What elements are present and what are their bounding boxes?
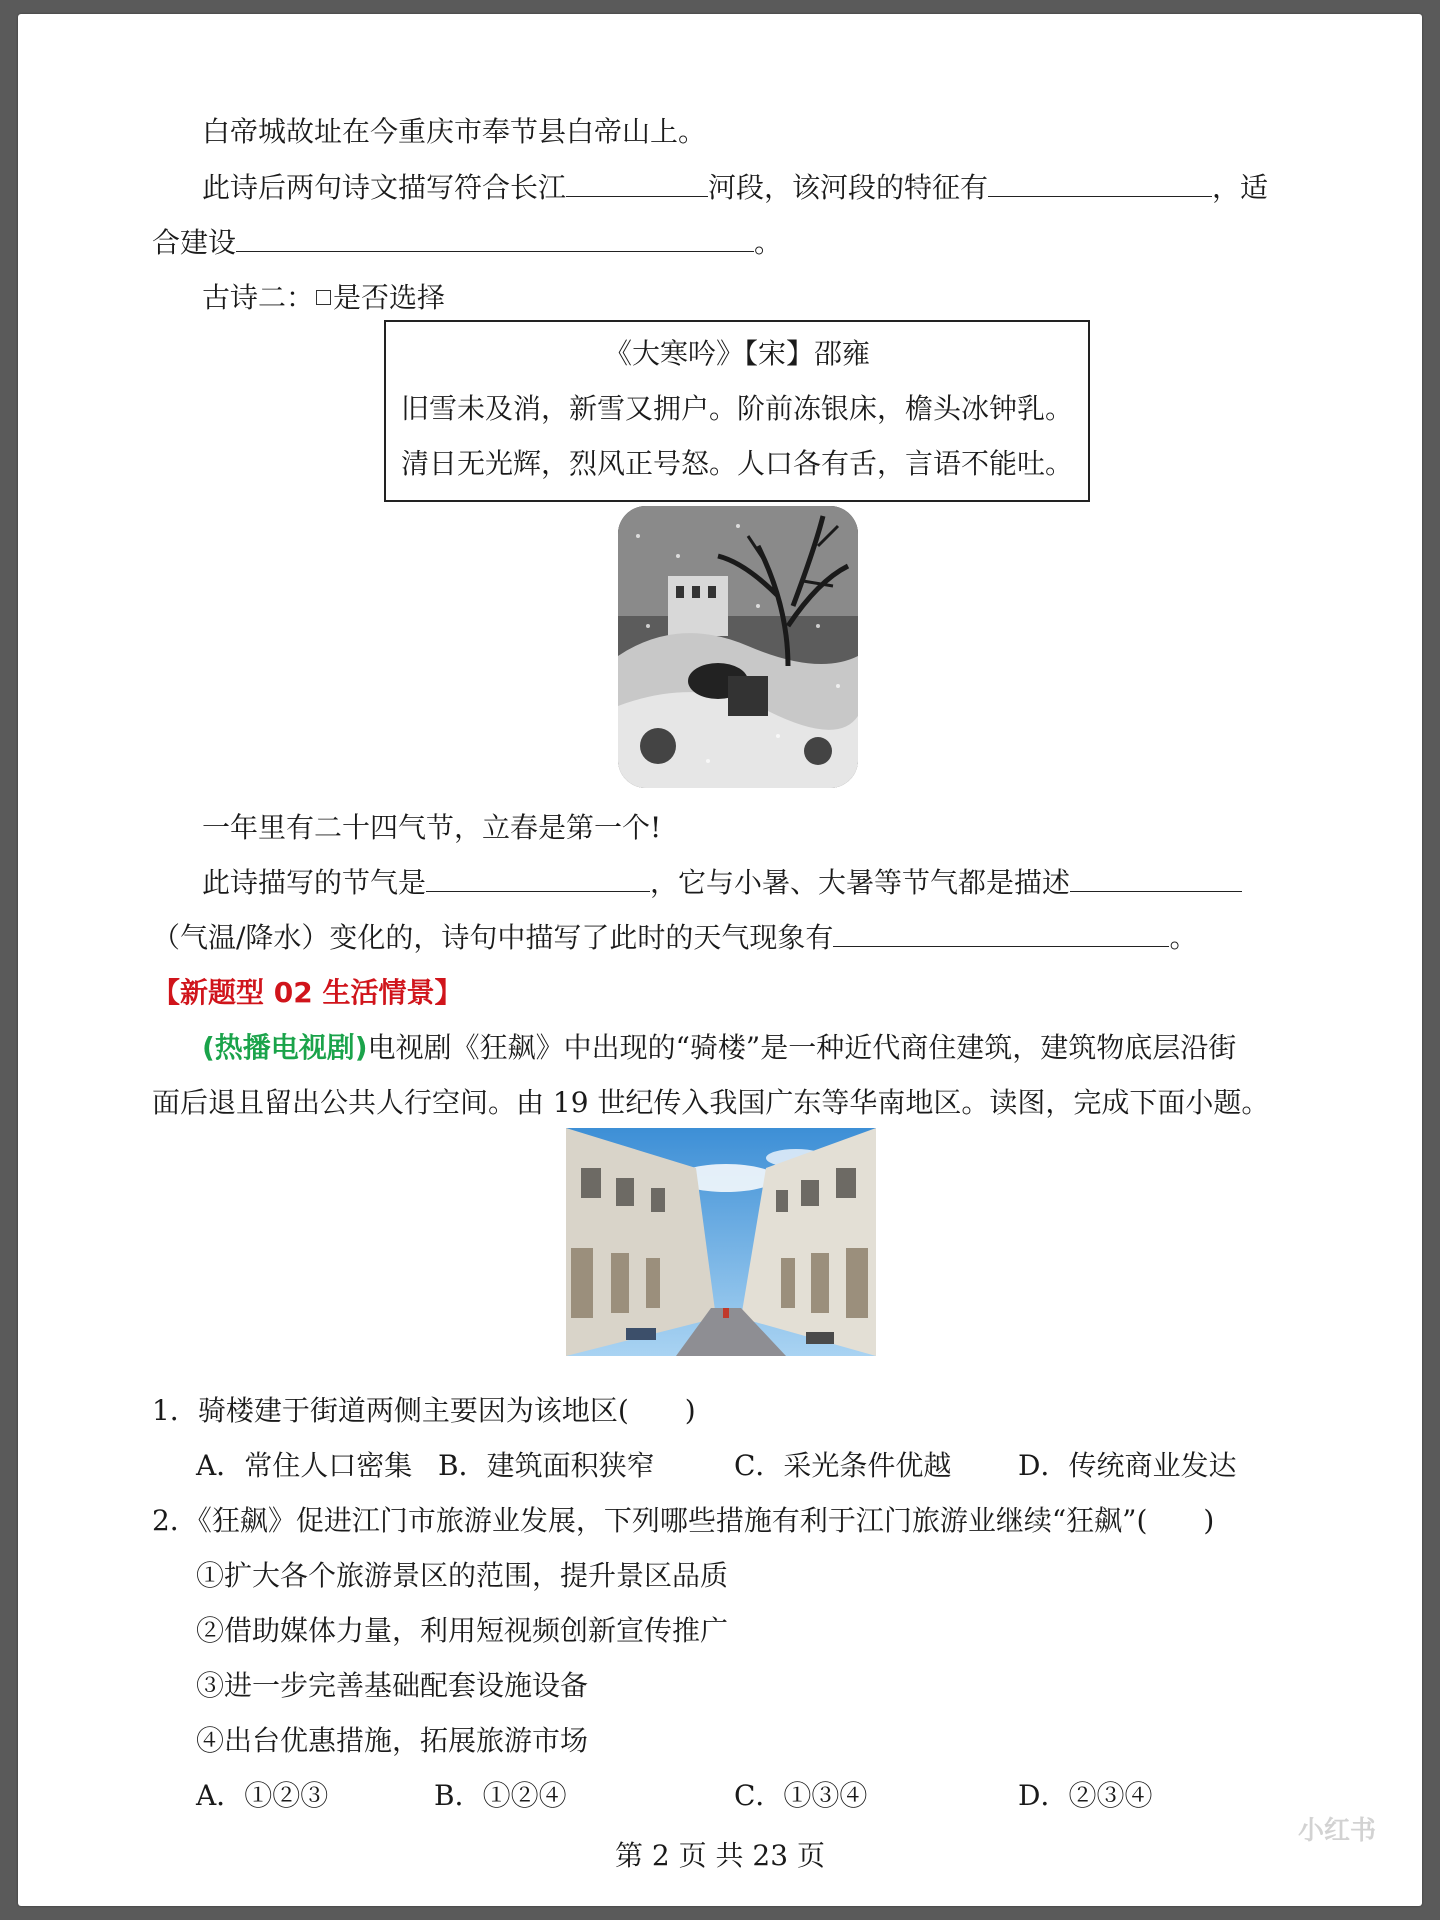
option[interactable]: D．传统商业发达 xyxy=(1018,1449,1237,1482)
statement-item: ②借助媒体力量，利用短视频创新宣传推广 xyxy=(196,1614,729,1647)
option[interactable]: A．①②③ xyxy=(196,1779,329,1812)
statement-item: ①扩大各个旅游景区的范围，提升景区品质 xyxy=(196,1559,729,1592)
arcade-street-photo xyxy=(566,1128,876,1356)
question-line: 此诗描写的节气是 ，它与小暑、大暑等节气都是描述 xyxy=(152,863,1242,903)
answer-blank[interactable] xyxy=(236,225,754,252)
answer-blank[interactable] xyxy=(566,170,708,197)
answer-blank[interactable] xyxy=(1070,865,1242,892)
option[interactable]: D．②③④ xyxy=(1018,1779,1153,1812)
option[interactable]: B．①②④ xyxy=(434,1779,567,1812)
text-line: 白帝城故址在今重庆市奉节县白帝山上。 xyxy=(202,115,707,148)
question-stem: 2．《狂飙》促进江门市旅游业发展，下列哪些措施有利于江门旅游业继续“狂飙”( ) xyxy=(152,1504,1215,1537)
text-line: 古诗二： 是否选择 xyxy=(202,281,446,314)
poem-line: 清日无光辉，烈风正号怒。人口各有舌，言语不能吐。 xyxy=(400,447,1073,480)
option[interactable]: A．常住人口密集 xyxy=(196,1449,413,1482)
option[interactable]: C．①③④ xyxy=(734,1779,868,1812)
statement-item: ③进一步完善基础配套设施设备 xyxy=(196,1669,589,1702)
question-line: 合建设 。 xyxy=(152,226,783,259)
watermark-logo: 小红书 xyxy=(1298,1816,1377,1846)
checkbox[interactable] xyxy=(316,290,331,305)
answer-blank[interactable] xyxy=(988,170,1212,197)
poem-title: 《大寒吟》【宋】邵雍 xyxy=(603,337,870,370)
statement-item: ④出台优惠措施，拓展旅游市场 xyxy=(196,1724,589,1757)
text-line: 面后退且留出公共人行空间。由 19 世纪传入我国广东等华南地区。读图，完成下面小题。 xyxy=(152,1086,1270,1119)
winter-scene-image xyxy=(618,506,858,788)
question-stem: 1．骑楼建于街道两侧主要因为该地区( ) xyxy=(152,1394,696,1427)
option[interactable]: B．建筑面积狭窄 xyxy=(438,1449,655,1482)
poem-box xyxy=(384,320,1090,502)
question-line: 此诗后两句诗文描写符合长江 河段，该河段的特征有 ，适 xyxy=(202,171,1269,204)
poem-line: 旧雪未及消，新雪又拥户。阶前冻银床，檐头冰钟乳。 xyxy=(400,392,1073,425)
answer-blank[interactable] xyxy=(833,920,1169,947)
question-line: （气温/降水）变化的，诗句中描写了此时的天气现象有 。 xyxy=(152,921,1198,954)
page-number: 第 2 页 共 23 页 xyxy=(615,1839,825,1872)
text-line: (热播电视剧)电视剧《狂飙》中出现的“骑楼”是一种近代商住建筑，建筑物底层沿街 xyxy=(202,1031,1237,1064)
text-line: 一年里有二十四气节，立春是第一个! xyxy=(202,811,662,844)
option[interactable]: C．采光条件优越 xyxy=(734,1449,952,1482)
document-page xyxy=(18,14,1422,1906)
answer-blank[interactable] xyxy=(426,865,650,892)
section-heading: 【新题型 02 生活情景】 xyxy=(152,976,463,1009)
